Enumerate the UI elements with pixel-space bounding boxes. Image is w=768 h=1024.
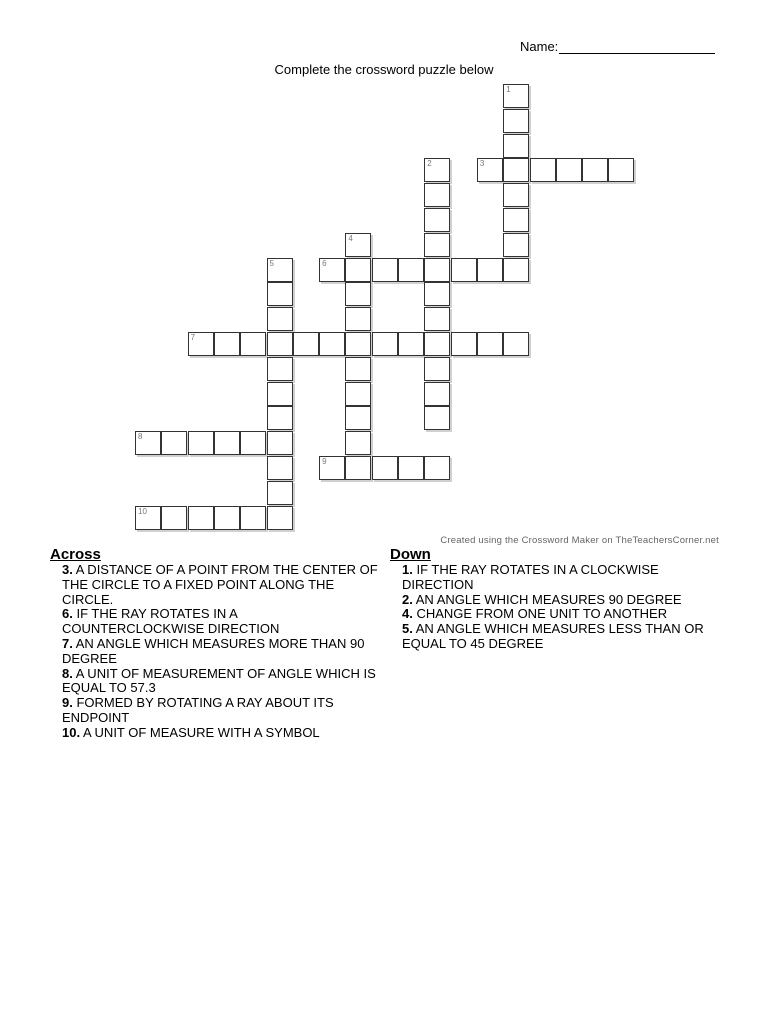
clue-text: A UNIT OF MEASUREMENT OF ANGLE WHICH IS EQUAL TO 57.3: [62, 665, 376, 696]
clue-number: 1: [506, 85, 511, 94]
crossword-cell[interactable]: [188, 506, 214, 530]
clue-text: CHANGE FROM ONE UNIT TO ANOTHER: [412, 606, 668, 622]
clue-text: AN ANGLE WHICH MEASURES LESS THAN OR EQUAL TO 45 DEGREE: [402, 621, 704, 651]
crossword-cell[interactable]: [398, 258, 424, 282]
crossword-cell-8[interactable]: [135, 431, 161, 455]
crossword-cell[interactable]: [372, 332, 398, 356]
down-clue: [390, 593, 720, 608]
clue-number: 7: [190, 333, 196, 342]
across-clues: [50, 546, 380, 741]
crossword-cell[interactable]: [345, 456, 371, 480]
crossword-cell[interactable]: [424, 406, 450, 430]
crossword-cell[interactable]: [503, 158, 529, 182]
down-heading: Down: [390, 546, 431, 563]
crossword-cell[interactable]: [477, 332, 503, 356]
credit-text: Created using the Crossword Maker on TheTeachersCorner.net: [440, 535, 719, 546]
clue-number: 8: [138, 432, 143, 442]
crossword-cell[interactable]: [267, 357, 293, 381]
crossword-cell[interactable]: [582, 158, 608, 182]
crossword-cell[interactable]: [398, 332, 424, 356]
crossword-cell[interactable]: [161, 431, 187, 455]
clue-number: 6.: [62, 606, 73, 622]
crossword-cell[interactable]: [451, 258, 477, 282]
crossword-cell[interactable]: [398, 456, 424, 480]
clue-number: 9: [322, 457, 327, 466]
across-clue: [50, 667, 380, 697]
clue-text: A UNIT OF MEASURE WITH A SYMBOL: [80, 724, 320, 740]
clue-text: IF THE RAY ROTATES IN A CLOCKWISE DIRECTION: [402, 562, 659, 592]
crossword-cell[interactable]: [424, 307, 450, 331]
across-clue: [50, 563, 380, 607]
crossword-cell[interactable]: [451, 332, 477, 356]
clue-number: 2: [427, 159, 432, 169]
crossword-cell[interactable]: [503, 233, 529, 257]
crossword-cell[interactable]: [424, 282, 450, 306]
crossword-cell[interactable]: [267, 332, 293, 356]
clue-text: A DISTANCE OF A POINT FROM THE CENTER OF THE CIRCLE TO A FIXED POINT ALONG THE CIRCLE.: [62, 562, 378, 607]
crossword-cell-10[interactable]: [135, 506, 161, 530]
name-label: Name:: [520, 39, 559, 54]
crossword-cell-2[interactable]: [424, 158, 450, 182]
down-clue: [390, 563, 720, 593]
crossword-cell[interactable]: [240, 431, 266, 455]
clue-number: 2.: [402, 591, 413, 607]
crossword-cell-1[interactable]: [503, 84, 529, 108]
crossword-cell[interactable]: [503, 109, 529, 133]
crossword-cell[interactable]: [345, 406, 371, 430]
crossword-cell-5[interactable]: [267, 258, 293, 282]
crossword-cell[interactable]: [556, 158, 582, 182]
clue-number: 4: [348, 233, 353, 243]
crossword-cell[interactable]: [214, 431, 240, 455]
clue-text: IF THE RAY ROTATES IN A COUNTERCLOCKWISE DIRECTION: [62, 606, 280, 637]
clue-number: 8.: [62, 665, 73, 681]
across-clue: [50, 637, 380, 667]
clue-number: 3: [479, 159, 485, 169]
clue-number: 9.: [62, 695, 73, 711]
clue-number: 7.: [62, 635, 73, 651]
crossword-cell-4[interactable]: [345, 233, 371, 257]
crossword-cell[interactable]: [267, 307, 293, 331]
crossword-cell[interactable]: [267, 406, 293, 430]
crossword-cell[interactable]: [477, 258, 503, 282]
clue-number: 10: [138, 506, 147, 516]
crossword-cell[interactable]: [503, 208, 529, 232]
crossword-cell[interactable]: [345, 332, 371, 356]
across-clue: [50, 726, 380, 741]
crossword-cell-9[interactable]: [319, 456, 345, 480]
crossword-cell[interactable]: [267, 282, 293, 306]
crossword-cell[interactable]: [424, 183, 450, 207]
crossword-cell[interactable]: [267, 481, 293, 505]
crossword-cell[interactable]: [345, 258, 371, 282]
crossword-cell[interactable]: [345, 357, 371, 381]
crossword-cell[interactable]: [424, 357, 450, 381]
crossword-cell[interactable]: [267, 506, 293, 530]
crossword-cell[interactable]: [319, 332, 345, 356]
crossword-cell-3[interactable]: [477, 158, 503, 182]
crossword-cell[interactable]: [267, 431, 293, 455]
clue-number: 4.: [402, 606, 413, 622]
clue-number: 5.: [402, 621, 413, 637]
clue-number: 3.: [62, 562, 73, 577]
crossword-cell[interactable]: [424, 233, 450, 257]
crossword-cell[interactable]: [424, 258, 450, 282]
crossword-cell[interactable]: [503, 134, 529, 158]
down-clues: [390, 546, 720, 652]
across-heading: Across: [50, 546, 101, 563]
crossword-cell[interactable]: [372, 456, 398, 480]
instructions: Complete the crossword puzzle below: [274, 62, 494, 77]
crossword-cell[interactable]: [503, 183, 529, 207]
down-clue: [390, 607, 720, 622]
crossword-cell[interactable]: [503, 258, 529, 282]
crossword-cell[interactable]: [214, 332, 240, 356]
crossword-cell[interactable]: [267, 456, 293, 480]
crossword-cell[interactable]: [345, 307, 371, 331]
clue-number: 5: [269, 258, 274, 268]
clue-text: FORMED BY ROTATING A RAY ABOUT ITS ENDPOINT: [62, 695, 334, 725]
crossword-cell-6[interactable]: [319, 258, 345, 282]
clue-text: AN ANGLE WHICH MEASURES 90 DEGREE: [412, 591, 682, 607]
across-clue: [50, 607, 380, 637]
clue-number: 1.: [402, 562, 413, 577]
clue-number: 10.: [62, 724, 81, 740]
crossword-cell[interactable]: [161, 506, 187, 530]
crossword-cell[interactable]: [345, 282, 371, 306]
clue-text: AN ANGLE WHICH MEASURES MORE THAN 90 DEGREE: [62, 635, 365, 666]
crossword-cell[interactable]: [293, 332, 319, 356]
crossword-cell[interactable]: [372, 258, 398, 282]
crossword-cell[interactable]: [214, 506, 240, 530]
crossword-cell[interactable]: [530, 158, 556, 182]
crossword-cell[interactable]: [608, 158, 634, 182]
crossword-cell[interactable]: [240, 506, 266, 530]
crossword-cell[interactable]: [240, 332, 266, 356]
down-clue: [390, 622, 720, 652]
crossword-cell[interactable]: [188, 431, 214, 455]
clue-number: 6: [322, 258, 327, 268]
crossword-cell[interactable]: [503, 332, 529, 356]
crossword-cell[interactable]: [267, 382, 293, 406]
crossword-cell[interactable]: [424, 332, 450, 356]
crossword-cell[interactable]: [424, 456, 450, 480]
crossword-cell[interactable]: [345, 431, 371, 455]
crossword-cell[interactable]: [424, 208, 450, 232]
crossword-cell-7[interactable]: [188, 332, 214, 356]
crossword-cell[interactable]: [345, 382, 371, 406]
crossword-cell[interactable]: [424, 382, 450, 406]
across-clue: [50, 696, 380, 726]
